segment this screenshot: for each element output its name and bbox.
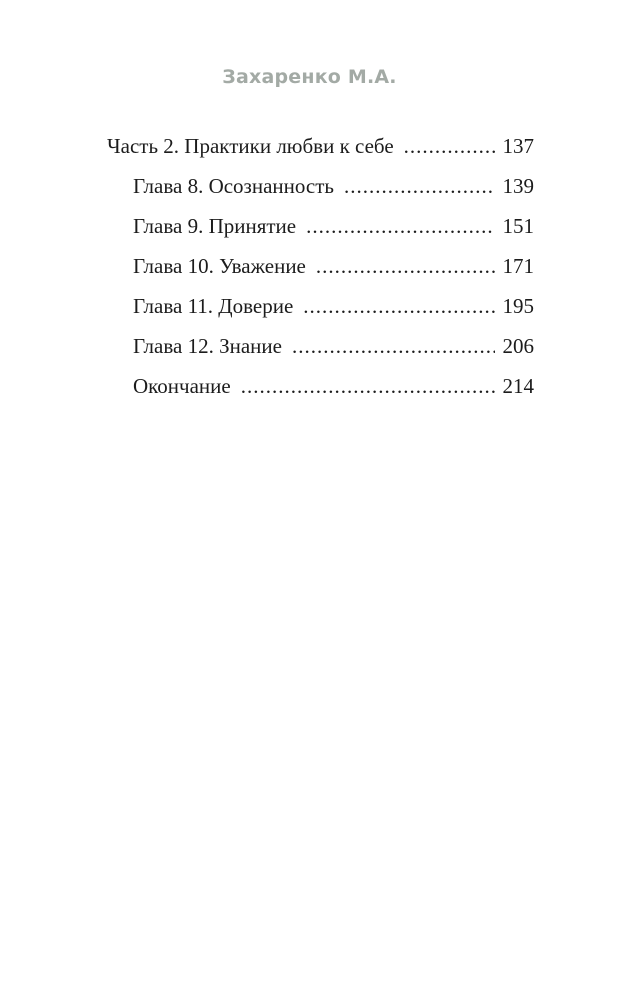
toc-entry-chapter [133,254,534,284]
toc-entry-title: Окончание [133,374,231,398]
toc-leader-dots [306,214,494,239]
toc-leader-dots [344,174,495,199]
toc-entry-title: Глава 8. Осознанность [133,174,334,198]
toc-entry-title: Глава 11. Доверие [133,294,294,318]
toc-entry-title: Глава 12. Знание [133,334,282,358]
toc-entry-chapter [133,334,534,364]
toc-entry-page: 214 [502,374,534,398]
toc-leader-dots [241,374,495,399]
toc-entry-ending [133,374,534,404]
toc-leader-dots [303,294,494,319]
toc-entry-title: Глава 10. Уважение [133,254,306,278]
toc-entry-page: 139 [502,174,534,198]
toc-entry-chapter [133,174,534,204]
toc-entry-page: 151 [502,214,534,238]
running-header-author: Захаренко М.А. [222,66,397,88]
toc-entry-page: 137 [502,134,534,158]
toc-leader-dots [316,254,495,279]
toc-entry-page: 206 [502,334,534,358]
toc-entry-page: 171 [502,254,534,278]
toc-entry-chapter [133,294,534,324]
toc-entry-part [107,134,534,164]
toc-entry-title: Глава 9. Принятие [133,214,297,238]
toc-entry-chapter [133,214,534,244]
toc-leader-dots [404,134,495,159]
toc-entry-page: 195 [502,294,534,318]
toc-leader-dots [292,334,495,359]
toc-entry-title: Часть 2. Практики любви к себе [107,134,394,158]
